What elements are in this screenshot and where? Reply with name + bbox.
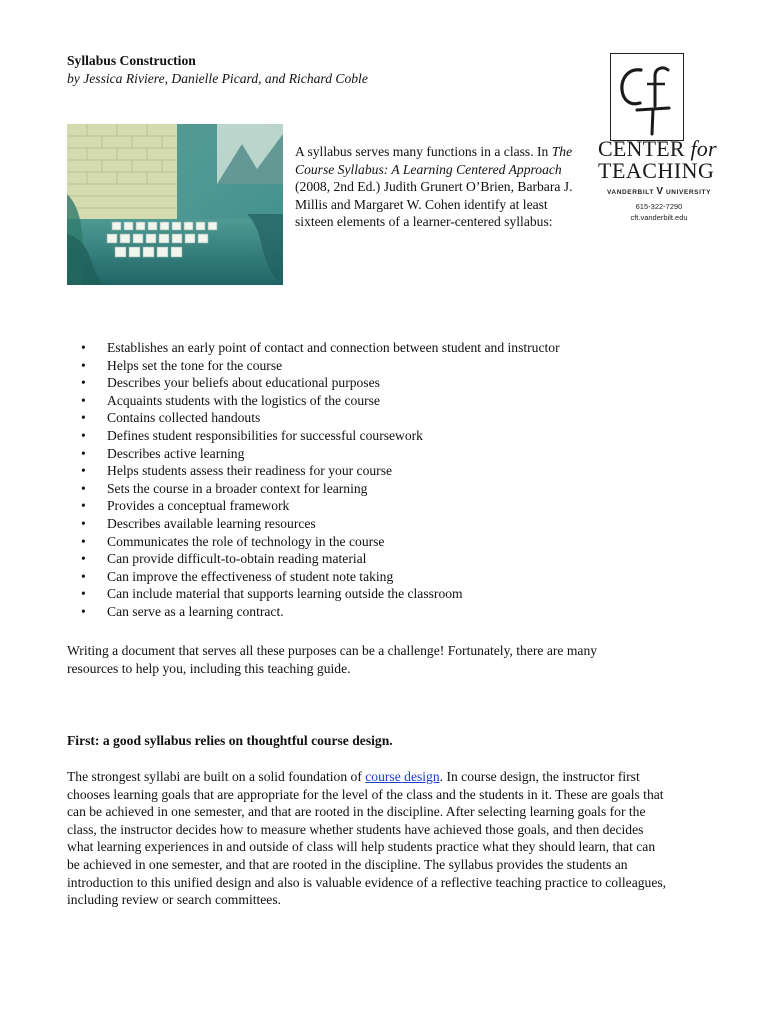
document-title: Syllabus Construction — [67, 53, 196, 68]
list-item-text: Acquaints students with the logistics of the course — [107, 392, 380, 408]
list-item-text: Describes available learning resources — [107, 515, 316, 531]
list-item-text: Can include material that supports learning outside the classroom — [107, 586, 463, 602]
bullet-icon: • — [81, 603, 86, 619]
list-item-text: Defines student responsibilities for successful coursework — [107, 427, 423, 443]
list-item — [67, 445, 707, 463]
list-item-text: Describes your beliefs about educational purposes — [107, 375, 380, 391]
course-design-link[interactable]: course design — [365, 769, 440, 784]
bullet-icon: • — [81, 551, 86, 567]
list-item-text: Can serve as a learning contract. — [107, 603, 284, 619]
bullet-icon: • — [81, 480, 86, 496]
bullet-icon: • — [81, 515, 86, 531]
bullet-icon: • — [81, 392, 86, 408]
list-item — [67, 585, 707, 603]
list-item-text: Establishes an early point of contact and connection between student and instructor — [107, 340, 560, 355]
bullet-icon: • — [81, 568, 86, 584]
bullet-icon: • — [81, 498, 86, 514]
list-item — [67, 409, 707, 427]
list-item — [67, 568, 707, 586]
list-item-text: Communicates the role of technology in the course — [107, 533, 385, 549]
intro-paragraph: A syllabus serves many functions in a class. In The Course Syllabus: A Learning Centered Approach (2008, 2nd Ed.) Judith Grunert O’Brien, Barbara J. Millis and Margaret W. Cohen identify at least sixteen elements of a learner-centered syllabus: — [295, 144, 573, 230]
list-item — [67, 550, 707, 568]
logo-phone: 615-322-7290 — [635, 202, 683, 211]
list-item-text: Helps students assess their readiness for your course — [107, 463, 393, 479]
list-item — [67, 533, 707, 551]
list-item — [67, 480, 707, 498]
bullet-icon: • — [81, 445, 86, 461]
list-item-text: Helps set the tone for the course — [107, 357, 283, 373]
list-item — [67, 374, 707, 392]
list-item-text: Can provide difficult-to-obtain reading material — [107, 551, 367, 567]
book-title: The Course Syllabus: A Learning Centered Approach — [295, 144, 573, 177]
list-item — [67, 603, 707, 621]
list-item — [67, 392, 707, 410]
list-item-text: Describes active learning — [107, 445, 245, 461]
document-authors: by Jessica Riviere, Danielle Picard, and Richard Coble — [67, 71, 368, 86]
logo-university-text: VANDERBILT V UNIVERSITY — [606, 186, 712, 197]
list-item-text: Sets the course in a broader context for learning — [107, 480, 368, 496]
logo-website: cft.vanderbilt.edu — [630, 213, 688, 222]
bullet-icon: • — [81, 586, 86, 602]
closing-paragraph: Writing a document that serves all these purposes can be a challenge! Fortunately, there are many resources to help you, including this teaching guide. — [67, 643, 598, 676]
vanderbilt-v-icon: V — [656, 186, 664, 197]
logo-center-for-text: CENTER for — [598, 136, 717, 161]
list-item-text: Can improve the effectiveness of student note taking — [107, 568, 394, 584]
decorative-photo — [67, 124, 283, 285]
bullet-icon: • — [81, 427, 86, 443]
logo-monogram-box — [610, 53, 684, 141]
section-heading: First: a good syllabus relies on thoughtful course design. — [67, 733, 393, 748]
bullet-icon: • — [81, 340, 86, 355]
list-item — [67, 462, 707, 480]
syllabus-elements-list — [67, 339, 707, 621]
list-item-text: Contains collected handouts — [107, 410, 261, 426]
list-item-text: Provides a conceptual framework — [107, 498, 290, 514]
bullet-icon: • — [81, 375, 86, 391]
bullet-icon: • — [81, 357, 86, 373]
list-item — [67, 427, 707, 445]
list-item — [67, 515, 707, 533]
course-design-paragraph: The strongest syllabi are built on a solid foundation of course design. In course design, the instructor first chooses learning goals that are appropriate for the level of the class and the students in it. These are goals that can be achieved in one semester, and that are rooted in the discipline. After selecting learning goals for the class, the instructor decides how to measure whether students have achieved those goals, and then decides what learning experiences in and outside of class will help students practice what they should learn, that can be achieved in one semester, and that are rooted in the discipline. The syllabus provides the students an introduction to this unified design and also is valuable evidence of a reflective teaching practice to colleagues, including review or search committees. — [67, 769, 667, 908]
list-item — [67, 357, 707, 375]
logo-teaching-text: TEACHING — [598, 158, 715, 183]
list-item — [67, 497, 707, 515]
bullet-icon: • — [81, 410, 86, 426]
bullet-icon: • — [81, 463, 86, 479]
cft-monogram-icon — [611, 54, 683, 140]
photo-illustration — [67, 124, 283, 285]
center-for-teaching-logo — [598, 53, 720, 233]
list-item — [67, 339, 707, 357]
bullet-icon: • — [81, 533, 86, 549]
